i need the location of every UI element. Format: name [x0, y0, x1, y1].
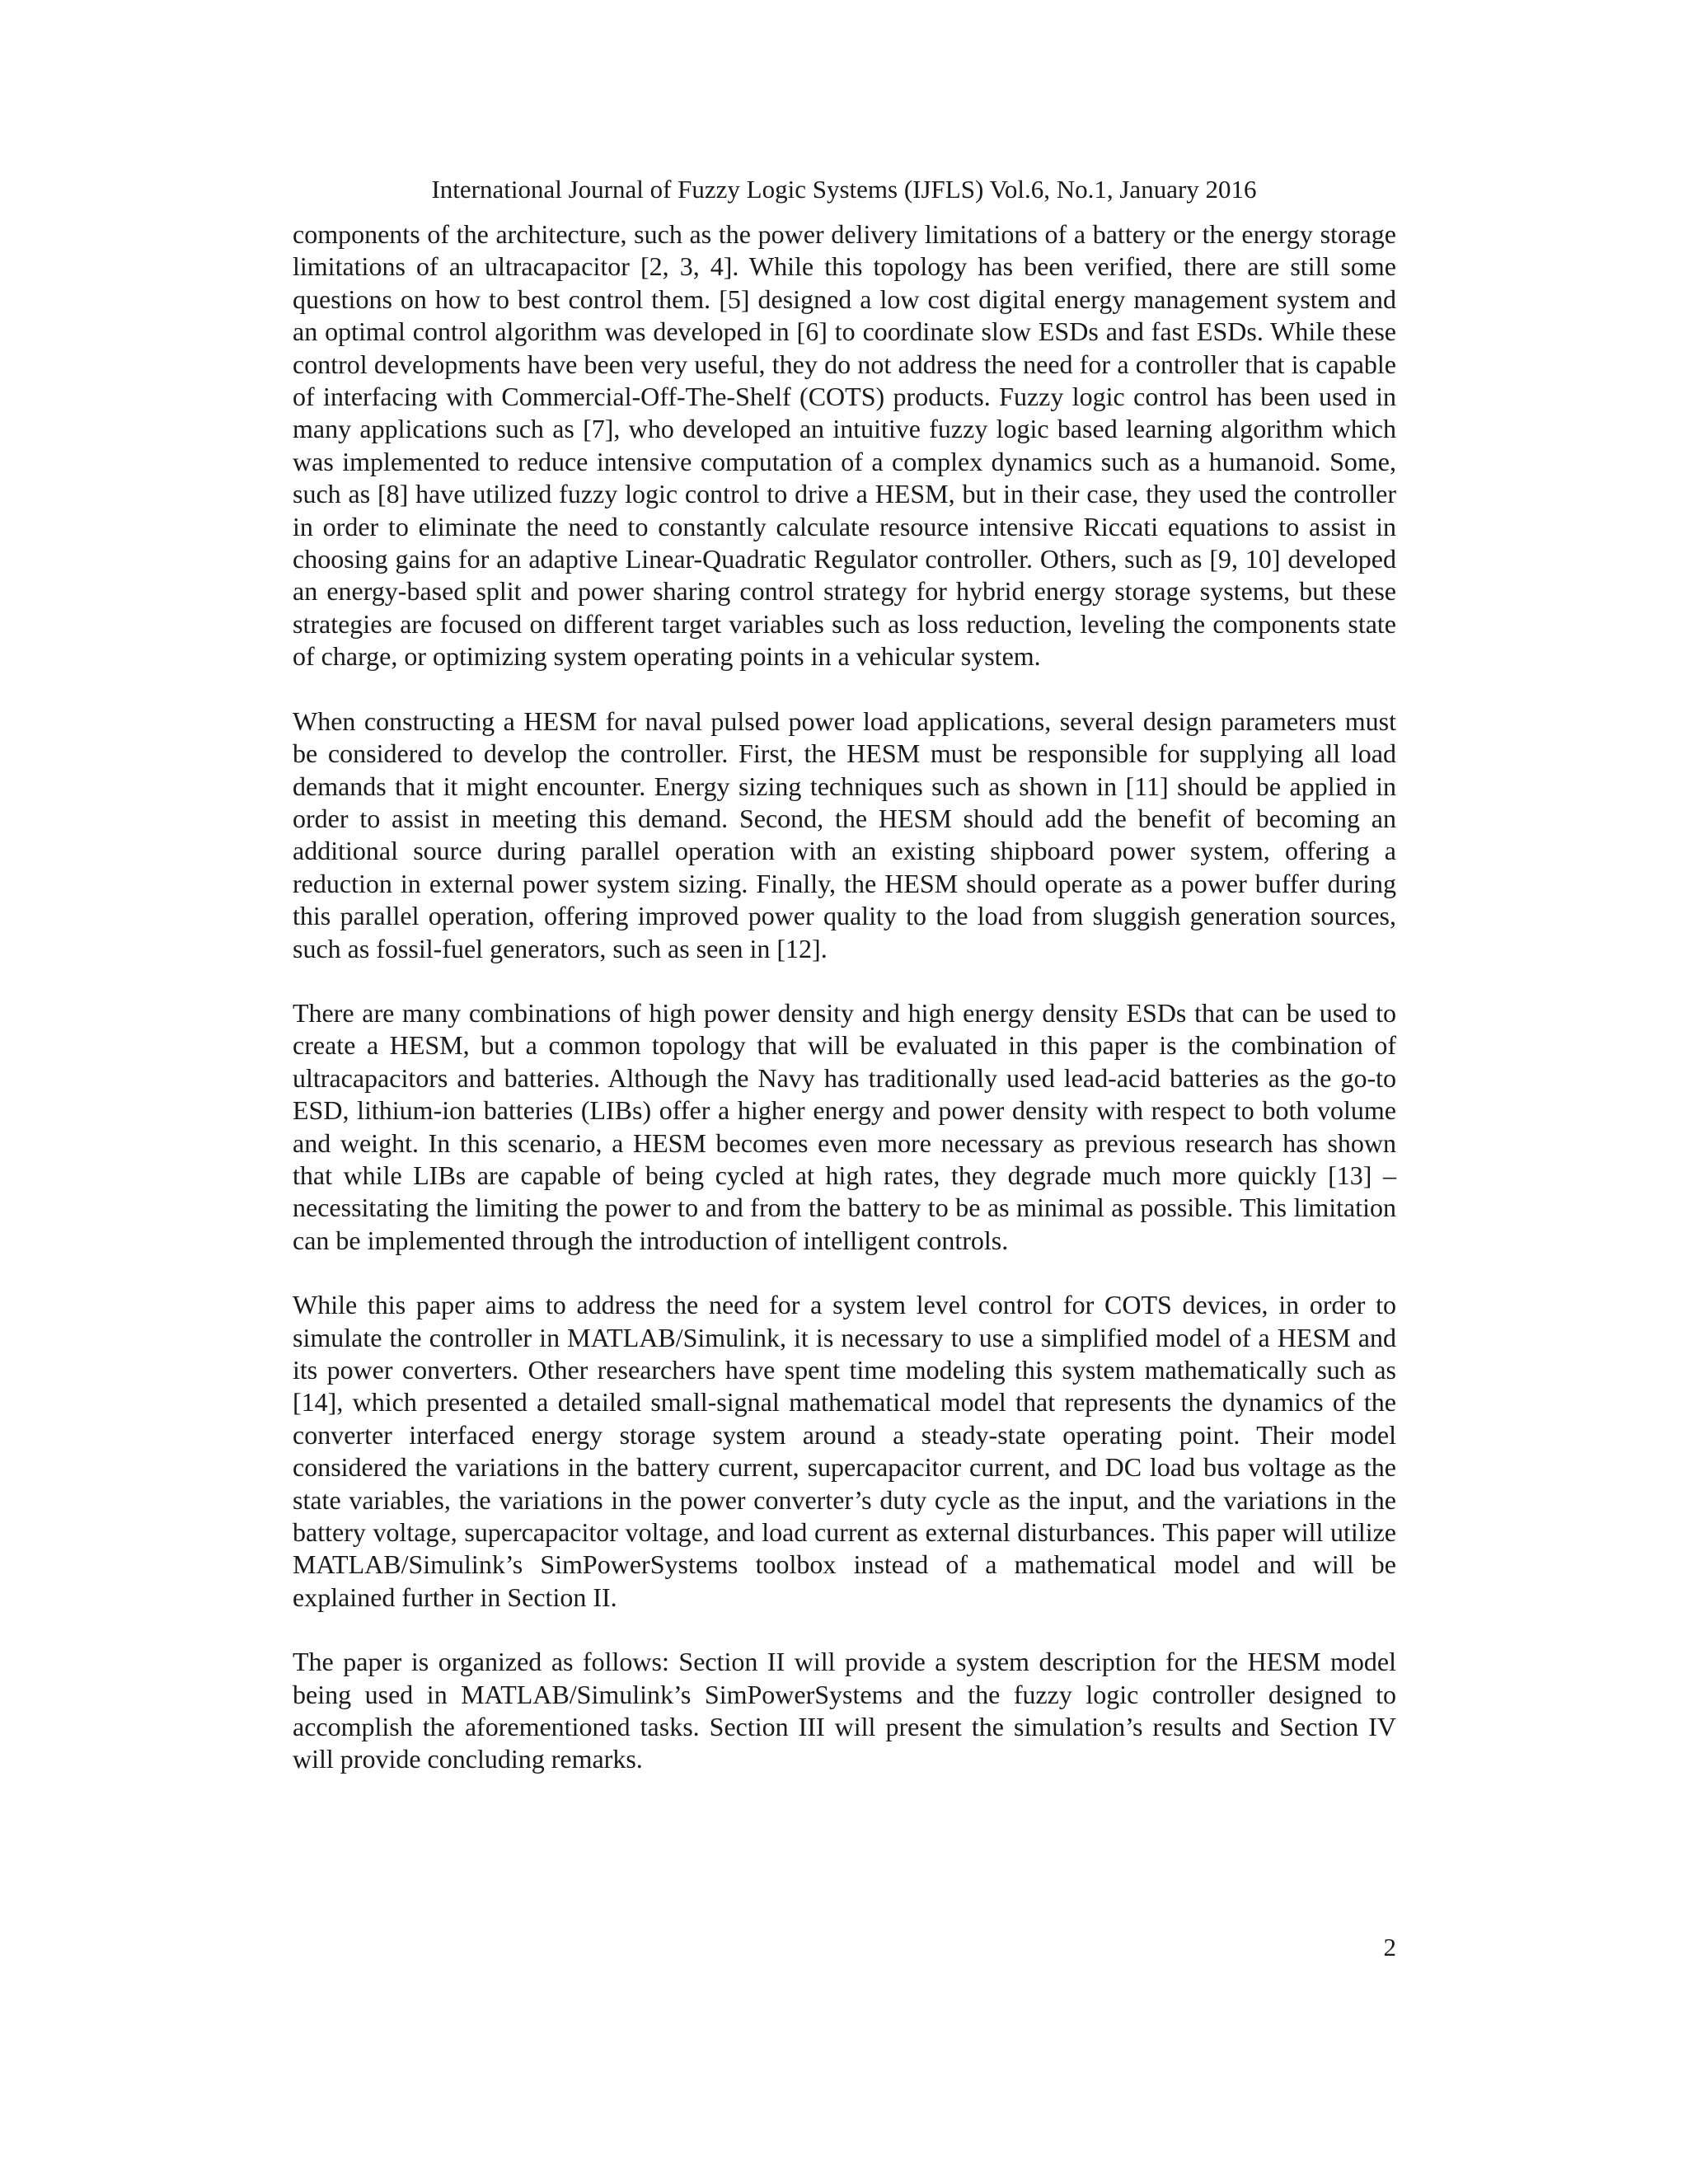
- page-number: 2: [1383, 1933, 1396, 1961]
- paragraph-paper-organization: The paper is organized as follows: Section II will provide a system description for the HESM model being used in MATLAB/Simulink’s SimPowerSystems and the fuzzy logic controller designed to accomplish the aforementioned tasks. Section III will present the simulation’s results and Section IV will provide concluding remarks.: [293, 1647, 1396, 1774]
- paragraph-design-parameters: When constructing a HESM for naval pulsed power load applications, several design parameters must be considered to develop the controller. First, the HESM must be responsible for supplying all load demands that it might encounter. Energy sizing techniques such as shown in [11] should be applied in order to assist in meeting this demand. Second, the HESM should add the benefit of becoming an additional source during parallel operation with an existing shipboard power system, offering a reduction in external power system sizing. Finally, the HESM should operate as a power buffer during this parallel operation, offering improved power quality to the load from sluggish generation sources, such as fossil-fuel generators, such as seen in [12].: [293, 705, 1396, 963]
- paragraph-related-work: components of the architecture, such as the power delivery limitations of a battery or the energy storage limitations of an ultracapacitor [2, 3, 4]. While this topology has been verified, there are still some questions on how to best control them. [5] designed a low cost digital energy management system and an optimal control algorithm was developed in [6] to coordinate slow ESDs and fast ESDs. While these control developments have been very useful, they do not address the need for a controller that is capable of interfacing with Commercial-Off-The-Shelf (COTS) products. Fuzzy logic control has been used in many applications such as [7], who developed an intuitive fuzzy logic based learning algorithm which was implemented to reduce intensive computation of a complex dynamics such as a humanoid. Some, such as [8] have utilized fuzzy logic control to drive a HESM, but in their case, they used the controller in order to eliminate the need to constantly calculate resource intensive Riccati equations to assist in choosing gains for an adaptive Linear-Quadratic Regulator controller. Others, such as [9, 10] developed an energy-based split and power sharing control strategy for hybrid energy storage systems, but these strategies are focused on different target variables such as loss reduction, leveling the components state of charge, or optimizing system operating points in a vehicular system.: [293, 219, 1396, 672]
- body-text: [293, 218, 1396, 1776]
- paragraph-esd-combinations: There are many combinations of high power density and high energy density ESDs that can be used to create a HESM, but a common topology that will be evaluated in this paper is the combination of ultracapacitors and batteries. Although the Navy has traditionally used lead-acid batteries as the go-to ESD, lithium-ion batteries (LIBs) offer a higher energy and power density with respect to both volume and weight. In this scenario, a HESM becomes even more necessary as previous research has shown that while LIBs are capable of being cycled at high rates, they degrade much more quickly [13] – necessitating the limiting the power to and from the battery to be as minimal as possible. This limitation can be implemented through the introduction of intelligent controls.: [293, 997, 1396, 1255]
- paragraph-simulation-model: While this paper aims to address the need for a system level control for COTS devices, in order to simulate the controller in MATLAB/Simulink, it is necessary to use a simplified model of a HESM and its power converters. Other researchers have spent time modeling this system mathematically such as [14], which presented a detailed small-signal mathematical model that represents the dynamics of the converter interfaced energy storage system around a steady-state operating point. Their model considered the variations in the battery current, supercapacitor current, and DC load bus voltage as the state variables, the variations in the power converter’s duty cycle as the input, and the variations in the battery voltage, supercapacitor voltage, and load current as external disturbances. This paper will utilize MATLAB/Simulink’s SimPowerSystems toolbox instead of a mathematical model and will be explained further in Section II.: [293, 1290, 1396, 1612]
- running-header: International Journal of Fuzzy Logic Systems (IJFLS) Vol.6, No.1, January 2016: [431, 175, 1257, 204]
